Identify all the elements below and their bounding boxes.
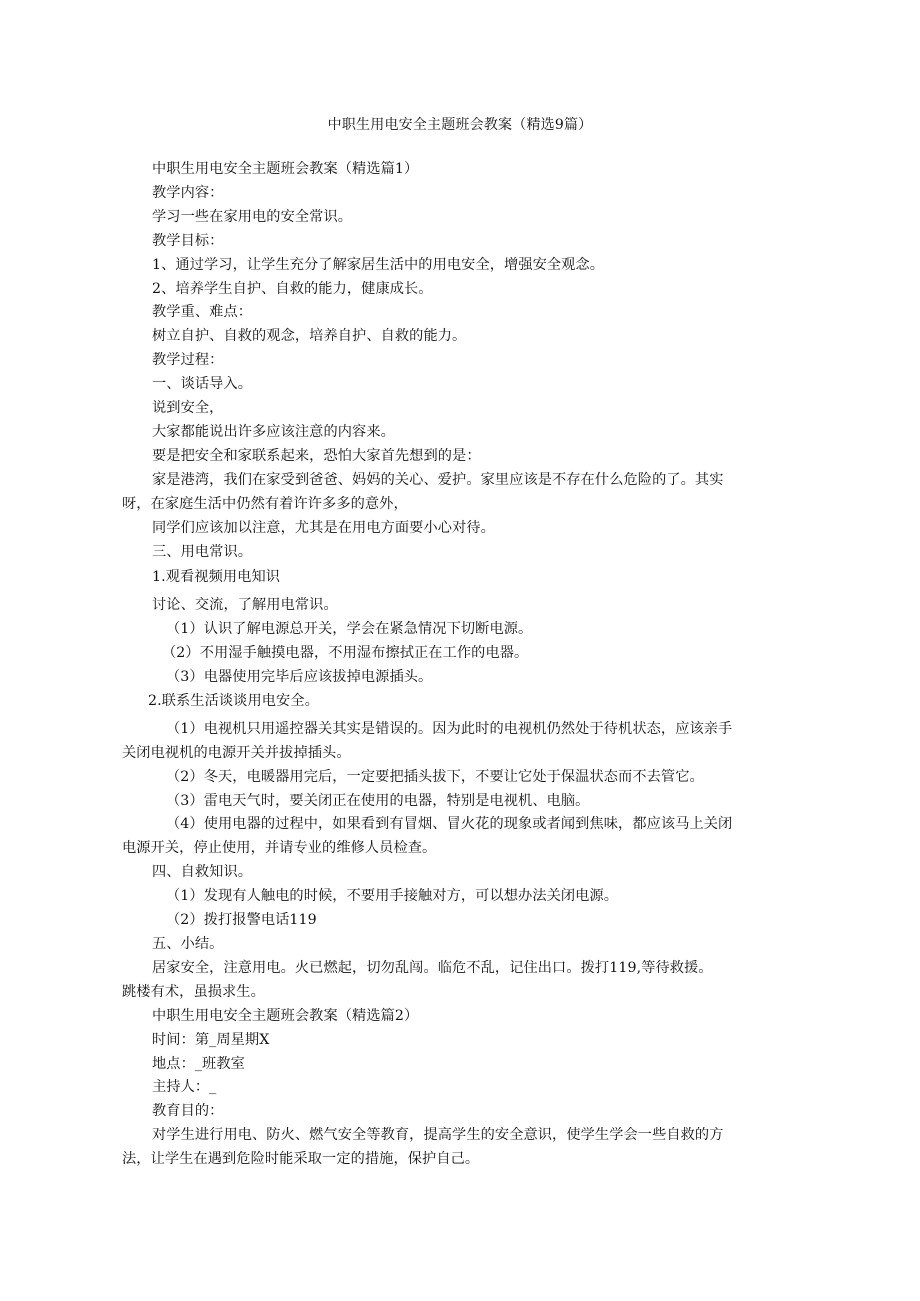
section-heading-2: 中职生用电安全主题班会教案（精选篇2） <box>152 1007 419 1024</box>
paragraph-line: 树立自护、自救的观念，培养自护、自救的能力。 <box>152 328 467 345</box>
list-item: （3）电器使用完毕后应该拔掉电源插头。 <box>166 669 433 686</box>
list-item: （1）发现有人触电的时候，不要用手接触对方，可以想办法关闭电源。 <box>166 888 619 905</box>
paragraph-line: 时间：第_周星期X <box>152 1031 270 1048</box>
paragraph-line: 学习一些在家用电的安全常识。 <box>152 208 353 225</box>
paragraph-line: 说到安全， <box>152 400 224 417</box>
list-item: （2）冬天，电暖器用完后，一定要把插头拔下，不要让它处于保温状态而不去管它。 <box>166 768 704 785</box>
section-heading-1: 中职生用电安全主题班会教案（精选篇1） <box>152 161 419 177</box>
paragraph-line: 2、培养学生自护、自救的能力，健康成长。 <box>152 280 433 297</box>
paragraph-line: 三、用电常识。 <box>152 543 253 560</box>
paragraph-line: 电源开关，停止使用，并请专业的维修人员检查。 <box>122 840 437 857</box>
paragraph-line: 教学重、难点： <box>152 304 253 321</box>
paragraph-line: 1、通过学习，让学生充分了解家居生活中的用电安全，增强安全观念。 <box>152 256 605 273</box>
paragraph-line: 教学内容： <box>152 184 224 201</box>
paragraph-line: 教学目标： <box>152 232 224 249</box>
paragraph-line: 讨论、交流，了解用电常识。 <box>152 597 338 614</box>
paragraph-line: 教育目的： <box>152 1103 224 1120</box>
paragraph-line: 地点：_班教室 <box>152 1055 245 1072</box>
paragraph-line: 教学过程： <box>152 352 224 369</box>
list-item: （1）电视机只用遥控器关其实是错误的。因为此时的电视机仍然处于待机状态，应该亲手 <box>166 720 733 737</box>
document-title: 中职生用电安全主题班会教案（精选9篇） <box>327 117 593 133</box>
paragraph-line: 一、谈话导入。 <box>152 376 253 393</box>
paragraph-line: 同学们应该加以注意，尤其是在用电方面要小心对待。 <box>152 519 495 536</box>
paragraph-line: 1.观看视频用电知识 <box>152 569 281 586</box>
paragraph-line: 2.联系生活谈谈用电安全。 <box>148 692 319 709</box>
paragraph-line: 四、自救知识。 <box>152 864 253 881</box>
paragraph-line: 主持人：_ <box>152 1079 217 1096</box>
paragraph-line: 跳楼有术，虽损求生。 <box>122 983 265 1000</box>
document-body <box>122 158 787 1172</box>
paragraph-line: 居家安全，注意用电。火已燃起，切勿乱闯。临危不乱，记住出口。拨打119,等待救援。 <box>152 959 713 976</box>
paragraph-line: 呀，在家庭生活中仍然有着许许多多的意外， <box>122 495 408 512</box>
paragraph-line: 大家都能说出许多应该注意的内容来。 <box>152 423 395 440</box>
list-item: （3）雷电天气时，要关闭正在使用的电器，特别是电视机、电脑。 <box>166 792 590 809</box>
paragraph-line: 法，让学生在遇到危险时能采取一定的措施，保护自己。 <box>122 1151 480 1168</box>
list-item: （2）拨打报警电话119 <box>166 912 317 929</box>
paragraph-line: 要是把安全和家联系起来，恐怕大家首先想到的是： <box>152 447 481 464</box>
paragraph-line: 五、小结。 <box>152 936 224 952</box>
list-item: （4）使用电器的过程中，如果看到有冒烟、冒火花的现象或者闻到焦味，都应该马上关闭 <box>166 816 733 833</box>
list-item: （2）不用湿手触摸电器，不用湿布擦拭正在工作的电器。 <box>162 645 529 662</box>
list-item: （1）认识了解电源总开关，学会在紧急情况下切断电源。 <box>166 621 533 638</box>
paragraph-line: 对学生进行用电、防火、燃气安全等教育，提高学生的安全意识，使学生学会一些自救的方 <box>152 1127 724 1144</box>
paragraph-line: 关闭电视机的电源开关并拔掉插头。 <box>122 744 351 761</box>
paragraph-line: 家是港湾，我们在家受到爸爸、妈妈的关心、爱护。家里应该是不存在什么危险的了。其实 <box>152 471 724 488</box>
